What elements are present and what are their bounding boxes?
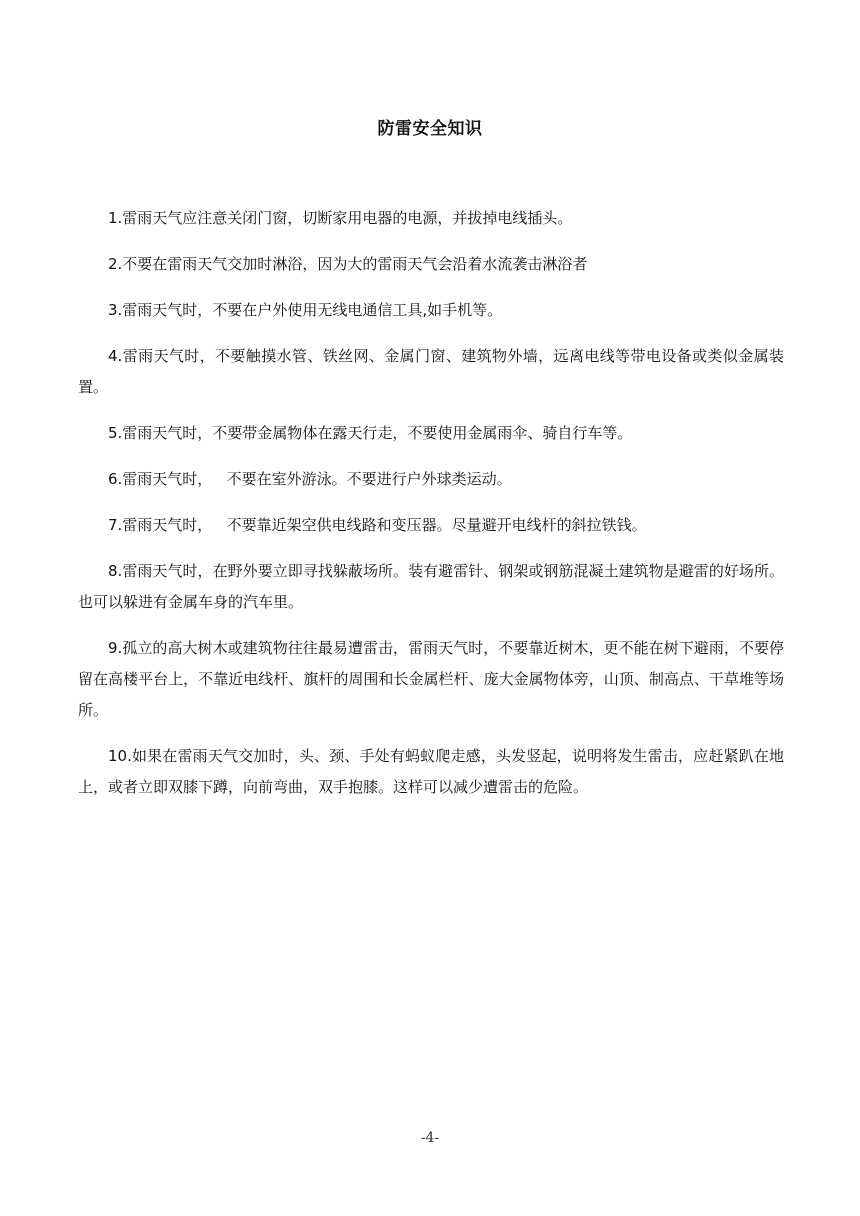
- paragraph-2: 2.不要在雷雨天气交加时淋浴，因为大的雷雨天气会沿着水流袭击淋浴者: [108, 255, 588, 273]
- page-number: -4-: [420, 1130, 440, 1146]
- paragraph-1: 1.雷雨天气应注意关闭门窗，切断家用电器的电源，并拔掉电线插头。: [108, 209, 573, 227]
- document-body: [78, 203, 784, 818]
- paragraph-5: 5.雷雨天气时，不要带金属物体在露天行走，不要使用金属雨伞、骑自行车等。: [108, 424, 633, 442]
- paragraph-3: 3.雷雨天气时，不要在户外使用无线电通信工具,如手机等。: [108, 301, 503, 319]
- paragraph-10: 10.如果在雷雨天气交加时，头、颈、手处有蚂蚁爬走感，头发竖起，说明将发生雷击，应赶紧趴在地上，或者立即双膝下蹲，向前弯曲，双手抱膝。这样可以减少遭雷击的危险。: [78, 747, 784, 796]
- paragraph-8: 8.雷雨天气时，在野外要立即寻找躲蔽场所。装有避雷针、钢架或钢筋混凝土建筑物是避雷的好场所。也可以躲进有金属车身的汽车里。: [78, 562, 784, 611]
- paragraph-9: 9.孤立的高大树木或建筑物往往最易遭雷击，雷雨天气时，不要靠近树木，更不能在树下避雨，不要停留在高楼平台上，不靠近电线杆、旗杆的周围和长金属栏杆、庞大金属物体旁，山顶、制高点、干草堆等场所。: [78, 639, 784, 719]
- page-title: 防雷安全知识: [377, 119, 483, 139]
- paragraph-6: 6.雷雨天气时， 不要在室外游泳。不要进行户外球类运动。: [108, 470, 512, 488]
- paragraph-4: 4.雷雨天气时，不要触摸水管、铁丝网、金属门窗、建筑物外墙，远离电线等带电设备或类似金属装置。: [78, 347, 784, 396]
- paragraph-7: 7.雷雨天气时， 不要靠近架空供电线路和变压器。尽量避开电线杆的斜拉铁钱。: [108, 516, 647, 534]
